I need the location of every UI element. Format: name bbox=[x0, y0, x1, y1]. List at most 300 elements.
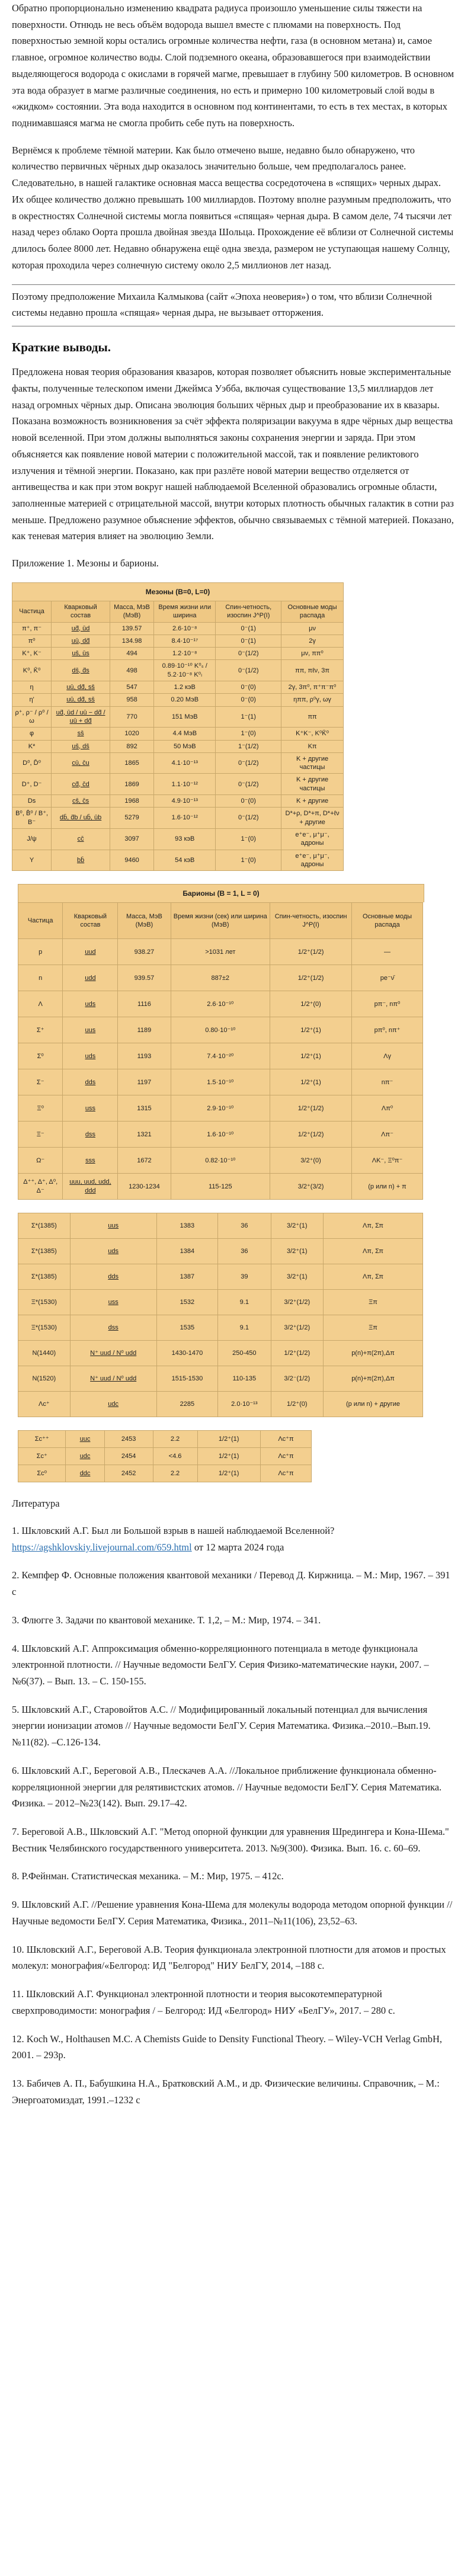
table-row bbox=[18, 1341, 423, 1366]
reference-item bbox=[12, 1868, 455, 1885]
table-cell: 0⁻(1/2) bbox=[216, 774, 281, 795]
table-row bbox=[18, 939, 423, 965]
table-cell: φ bbox=[12, 728, 52, 740]
table-cell: 0⁻(0) bbox=[216, 694, 281, 706]
table-cell: K + другие частицы bbox=[281, 752, 344, 774]
table-cell: 1⁻(0) bbox=[216, 828, 281, 850]
table-cell: udd bbox=[63, 965, 118, 991]
table-row bbox=[12, 740, 344, 752]
table-cell: 1⁻(0) bbox=[216, 850, 281, 871]
table-cell: dds bbox=[70, 1264, 156, 1290]
reference-date: от 12 марта 2024 года bbox=[191, 1541, 284, 1553]
paragraph: Предложена новая теория образования квазаров, которая позволяет объяснить новые экспериментальные факты, полученные телескопом имени Джеймса Уэбба, включая существование 13,5 миллиардов лет назад огромных чёрных дыр. Описана эволюция больших чёрных дыр и преобразование их в квазары. Показана возможность возникновения за счёт эффекта поляризации вакуума в ядре чёрных дыр вещества новой вселенной. При этом должны выполняться законы сохранения энергии и заряда. При этом объясняется как появление новой материи с положительной массой, так и появление реликтового излучения и тёмной энергии. Показано, как при разлёте новой материи вещество отделяется от антивещества и как при этом вокруг нашей наблюдаемой Вселенной образовались огромные области, заполненные материей с отрицательной массой, внутри которых плотность обычных галактик в сотни раз меньше. Предложено разумное объяснение эффектов, обычно связываемых с тёмной материей. Показано, как теневая материя влияет на эволюцию Земли. bbox=[12, 366, 454, 542]
table-cell: Λπ, Σπ bbox=[324, 1239, 423, 1264]
table-cell: bb̄ bbox=[52, 850, 110, 871]
table-cell: Ξπ bbox=[324, 1290, 423, 1315]
reference-text: 12. Koch W., Holthausen M.C. A Chemists Guide to Density Functional Theory. – Wiley-VCH Verlag GmbH, 2001. – 293p. bbox=[12, 2033, 443, 2061]
table-cell: ΛK⁻, Ξ⁰π⁻ bbox=[352, 1148, 423, 1174]
table-cell: 50 МэВ bbox=[154, 740, 216, 752]
table-cell: 3/2⁺(1/2) bbox=[271, 1290, 323, 1315]
table-row bbox=[18, 1043, 423, 1069]
table-cell: 1⁻(1/2) bbox=[216, 740, 281, 752]
table-cell: 151 МэВ bbox=[154, 706, 216, 728]
table-cell: Σ*(1385) bbox=[18, 1264, 71, 1290]
reference-text: 7. Береговой А.В., Шкловский А.Г. "Метод опорной функции для уравнения Шредингера и Кона-Шема." Вестник Челябинского государственного университета. 2013. №9(300). Физика. Вып. 16. с. 60–69. bbox=[12, 1826, 449, 1854]
table-cell: 1430-1470 bbox=[156, 1341, 217, 1366]
table-row bbox=[18, 1148, 423, 1174]
reference-item bbox=[12, 1567, 455, 1600]
table-cell: 54 кэВ bbox=[154, 850, 216, 871]
table-cell: 3/2⁺(3/2) bbox=[270, 1174, 352, 1200]
table-cell: 1321 bbox=[118, 1122, 171, 1148]
table-row bbox=[12, 728, 344, 740]
table-cell: K⁺K⁻, K⁰K̄⁰ bbox=[281, 728, 344, 740]
table-cell: 1/2⁺(0) bbox=[270, 991, 352, 1017]
table-cell: η bbox=[12, 681, 52, 694]
table-row bbox=[18, 1366, 423, 1392]
table-cell: p bbox=[18, 939, 63, 965]
table bbox=[18, 1213, 423, 1417]
table-caption: Мезоны (B=0, L=0) bbox=[12, 582, 344, 601]
table-cell: uus bbox=[70, 1213, 156, 1239]
charmed-table bbox=[12, 1430, 455, 1482]
reference-item bbox=[12, 1986, 455, 2018]
table-cell: Ω⁻ bbox=[18, 1148, 63, 1174]
reference-item bbox=[12, 1896, 455, 1929]
table-cell: 887±2 bbox=[171, 965, 270, 991]
table-cell: 0⁻(1/2) bbox=[216, 660, 281, 681]
table-cell: ddc bbox=[66, 1465, 104, 1482]
table-cell: 1387 bbox=[156, 1264, 217, 1290]
table-caption: Барионы (B = 1, L = 0) bbox=[18, 884, 424, 902]
table-cell: 0⁻(1/2) bbox=[216, 648, 281, 660]
column-header: Кварковый состав bbox=[63, 903, 118, 939]
table-row bbox=[18, 1069, 423, 1095]
column-header: Кварковый состав bbox=[52, 601, 110, 622]
table-cell: cū, c̄u bbox=[52, 752, 110, 774]
reference-text: 1. Шкловский А.Г. Был ли Большой взрыв в нашей наблюдаемой Вселенной? bbox=[12, 1524, 335, 1536]
reference-text: 5. Шкловский А.Г., Старовойтов А.С. // Модифицированный локальный потенциал для вычисления энергии ионизации атомов // Научные ведомости БелГУ. Серия Математика. Физика.–2010.–Вып.19. №11(82). –С.126-134. bbox=[12, 1703, 431, 1748]
reference-item bbox=[12, 1612, 455, 1629]
table-cell: Λπ⁻ bbox=[352, 1122, 423, 1148]
table-cell: Ξ*(1530) bbox=[18, 1315, 71, 1341]
table-cell: 1/2⁺(1/2) bbox=[270, 1122, 352, 1148]
table-cell: ds̄, d̄s bbox=[52, 660, 110, 681]
table-cell: 1.6·10⁻¹² bbox=[154, 808, 216, 829]
table-cell: 250-450 bbox=[218, 1341, 271, 1366]
quote-box bbox=[12, 284, 455, 326]
table-cell: 2452 bbox=[104, 1465, 153, 1482]
table-cell: N⁺ uud / N⁰ udd bbox=[70, 1366, 156, 1392]
appendix-label: Приложение 1. Мезоны и барионы. bbox=[12, 558, 159, 569]
table-row bbox=[12, 706, 344, 728]
table-cell: 1/2⁺(1/2) bbox=[271, 1341, 323, 1366]
table-row bbox=[12, 681, 344, 694]
table-cell: K⁺, K⁻ bbox=[12, 648, 52, 660]
table-cell: Λ bbox=[18, 991, 63, 1017]
table-cell: Υ bbox=[12, 850, 52, 871]
table-cell: e⁺e⁻, μ⁺μ⁻, адроны bbox=[281, 850, 344, 871]
table-cell: 139.57 bbox=[110, 622, 154, 635]
table-cell: 1⁻(0) bbox=[216, 728, 281, 740]
column-header: Спин-четность, изоспин J^P(I) bbox=[270, 903, 352, 939]
table-cell: udc bbox=[70, 1392, 156, 1417]
table-cell: Λγ bbox=[352, 1043, 423, 1069]
table-row bbox=[18, 1431, 312, 1448]
table-cell: uū, dd̄, ss̄ bbox=[52, 694, 110, 706]
column-header: Основные моды распада bbox=[281, 601, 344, 622]
table-row bbox=[12, 774, 344, 795]
table-cell: Λπ, Σπ bbox=[324, 1264, 423, 1290]
table-cell: π⁰ bbox=[12, 635, 52, 647]
table-cell: 39 bbox=[218, 1264, 271, 1290]
table-row bbox=[12, 648, 344, 660]
table-cell: 1/2⁺(0) bbox=[271, 1392, 323, 1417]
table-cell: K + другие bbox=[281, 795, 344, 808]
baryons-table bbox=[12, 884, 455, 1200]
table-row bbox=[18, 1017, 423, 1043]
table-cell: 36 bbox=[218, 1213, 271, 1239]
table-cell: 1189 bbox=[118, 1017, 171, 1043]
paragraph: Вернёмся к проблеме тёмной материи. Как было отмечено выше, недавно было обнаружено, что количество первичных чёрных дыр оказалось значительно больше, чем предполагалось ранее. Следовательно, в нашей галактике основная масса вещества сосредоточена в «спящих» черных дырах. Их общее количество должно превышать 100 миллиардов. Поэтому вполне разумным предположить, что в окрестностях Солнечной системы могла появиться «спящая» черная дыра. В самом деле, 74 тысячи лет назад через облако Оорта прошла двойная звезда Шольца. Прохождение её вблизи от Солнечной системы длилось более 8000 лет. Недавно обнаружена ещё одна звезда, размером не уступающая нашему Солнцу, которая проходила через солнечную систему около 2,5 миллионов лет назад. bbox=[12, 144, 454, 271]
table-row bbox=[12, 635, 344, 647]
table-cell: 1197 bbox=[118, 1069, 171, 1095]
table-cell: N⁺ uud / N⁰ udd bbox=[70, 1341, 156, 1366]
table-cell: K + другие частицы bbox=[281, 774, 344, 795]
reference-item bbox=[12, 1941, 455, 1974]
table-cell: 0⁻(1) bbox=[216, 635, 281, 647]
reference-item bbox=[12, 2075, 455, 2108]
reference-item bbox=[12, 1641, 455, 1690]
table-cell: N(1440) bbox=[18, 1341, 71, 1366]
table-cell: Σc⁺ bbox=[18, 1448, 66, 1465]
table-cell: 4.4 МэВ bbox=[154, 728, 216, 740]
table-cell: B⁰, B̄⁰ / B⁺, B⁻ bbox=[12, 808, 52, 829]
table-cell: Λc⁺π bbox=[260, 1448, 311, 1465]
column-header: Время жизни (сек) или ширина (МэВ) bbox=[171, 903, 270, 939]
table-cell: 3/2⁺(1/2) bbox=[271, 1315, 323, 1341]
table-cell: sss bbox=[63, 1148, 118, 1174]
table bbox=[18, 902, 423, 1200]
table-cell: 1/2⁺(1) bbox=[197, 1448, 260, 1465]
table-cell: uus bbox=[63, 1017, 118, 1043]
references-list bbox=[12, 1523, 455, 2108]
table-cell: η' bbox=[12, 694, 52, 706]
table-cell: (p или n) + другие bbox=[324, 1392, 423, 1417]
table-cell: 1230-1234 bbox=[118, 1174, 171, 1200]
table-cell: 1865 bbox=[110, 752, 154, 774]
reference-item bbox=[12, 1763, 455, 1812]
table-cell: 9.1 bbox=[218, 1315, 271, 1341]
table-cell: Λπ⁰ bbox=[352, 1095, 423, 1122]
table-cell: cc̄ bbox=[52, 828, 110, 850]
table-row bbox=[18, 1392, 423, 1417]
table-cell: 1.2 кэВ bbox=[154, 681, 216, 694]
table-cell: 1⁻(1) bbox=[216, 706, 281, 728]
column-header: Частица bbox=[18, 903, 63, 939]
table-cell: 93 кэВ bbox=[154, 828, 216, 850]
column-header: Основные моды распада bbox=[352, 903, 423, 939]
table-cell: ππ, πℓν, 3π bbox=[281, 660, 344, 681]
table bbox=[18, 1430, 312, 1482]
table-cell: cs̄, c̄s bbox=[52, 795, 110, 808]
column-header: Спин-четность, изоспин J^P(I) bbox=[216, 601, 281, 622]
table-cell: Σ*(1385) bbox=[18, 1213, 71, 1239]
paragraph: Поэтому предположение Михаила Калмыкова (сайт «Эпоха неоверия») о том, что вблизи Солнечной системы недавно прошла «спящая» черная дыра, не вызывает отторжения. bbox=[12, 290, 432, 319]
table-row bbox=[18, 1174, 423, 1200]
table-cell: 4.1·10⁻¹³ bbox=[154, 752, 216, 774]
table-cell: ud̄, ūd / uū − dd̄ / uū + dd̄ bbox=[52, 706, 110, 728]
table-cell: pπ⁰, nπ⁺ bbox=[352, 1017, 423, 1043]
column-header: Частица bbox=[12, 601, 52, 622]
table-cell: p(n)+π(2π),Δπ bbox=[324, 1341, 423, 1366]
table-row bbox=[12, 694, 344, 706]
table-cell: 1.5·10⁻¹⁰ bbox=[171, 1069, 270, 1095]
table-cell: 2.2 bbox=[153, 1431, 197, 1448]
table-cell: 0.82·10⁻¹⁰ bbox=[171, 1148, 270, 1174]
table-cell: 938.27 bbox=[118, 939, 171, 965]
table-cell: 0.80·10⁻¹⁰ bbox=[171, 1017, 270, 1043]
table-cell: 498 bbox=[110, 660, 154, 681]
table-row bbox=[18, 1290, 423, 1315]
table-cell: 0⁻(0) bbox=[216, 795, 281, 808]
table-cell: uds bbox=[70, 1239, 156, 1264]
table-cell: uds bbox=[63, 1043, 118, 1069]
table-cell: 0⁻(0) bbox=[216, 681, 281, 694]
table-cell: nπ⁻ bbox=[352, 1069, 423, 1095]
resonances-table bbox=[12, 1213, 455, 1417]
table-row bbox=[12, 795, 344, 808]
table-cell: 2.6·10⁻⁸ bbox=[154, 622, 216, 635]
table-cell: 1.2·10⁻⁸ bbox=[154, 648, 216, 660]
reference-item bbox=[12, 1523, 455, 1555]
table-header-row bbox=[12, 601, 344, 622]
table-cell: 0.89·10⁻¹⁰ K⁰ₛ / 5.2·10⁻⁸ K⁰ₗ bbox=[154, 660, 216, 681]
table-cell: 1532 bbox=[156, 1290, 217, 1315]
table-cell: pπ⁻, nπ⁰ bbox=[352, 991, 423, 1017]
reference-item bbox=[12, 2031, 455, 2064]
table-row bbox=[18, 965, 423, 991]
table-cell: Σc⁰ bbox=[18, 1465, 66, 1482]
reference-item bbox=[12, 1824, 455, 1856]
reference-text: 3. Флюгге З. Задачи по квантовой механике. Т. 1,2, – М.: Мир, 1974. – 341. bbox=[12, 1614, 321, 1626]
table-cell: 0.20 МэВ bbox=[154, 694, 216, 706]
mesons-table bbox=[12, 582, 344, 871]
table-cell: 1384 bbox=[156, 1239, 217, 1264]
table-row bbox=[18, 1315, 423, 1341]
reference-text: 2. Кемпфер Ф. Основные положения квантовой механики / Перевод Д. Киржница. – М.: Мир, 1967. – 391 с bbox=[12, 1569, 450, 1598]
column-header: Масса, МэВ (МэВ) bbox=[118, 903, 171, 939]
table-cell: 3/2⁺(0) bbox=[270, 1148, 352, 1174]
table-cell: 3/2⁺(1) bbox=[271, 1264, 323, 1290]
table-cell: 1/2⁺(1) bbox=[197, 1431, 260, 1448]
reference-link[interactable]: https://agshklovskiy.livejournal.com/659.html bbox=[12, 1541, 192, 1553]
table-cell: (p или n) + π bbox=[352, 1174, 423, 1200]
table-cell: cd̄, c̄d bbox=[52, 774, 110, 795]
table-cell: 1/2⁺(1) bbox=[270, 1043, 352, 1069]
table-cell: udc bbox=[66, 1448, 104, 1465]
table-cell: uss bbox=[70, 1290, 156, 1315]
table-cell: 9460 bbox=[110, 850, 154, 871]
table-row bbox=[12, 660, 344, 681]
table-cell: uud bbox=[63, 939, 118, 965]
table-cell: 7.4·10⁻²⁰ bbox=[171, 1043, 270, 1069]
table-cell: dss bbox=[63, 1122, 118, 1148]
table-cell: 115-125 bbox=[171, 1174, 270, 1200]
table-row bbox=[12, 808, 344, 829]
table-cell: dss bbox=[70, 1315, 156, 1341]
table-cell: 36 bbox=[218, 1239, 271, 1264]
reference-text: 8. Р.Фейнман. Статистическая механика. – М.: Мир, 1975. – 412с. bbox=[12, 1870, 284, 1882]
table-row bbox=[18, 991, 423, 1017]
table-cell: K* bbox=[12, 740, 52, 752]
table-cell: uuu, uud, udd, ddd bbox=[63, 1174, 118, 1200]
table-cell: n bbox=[18, 965, 63, 991]
table-cell: uū, dd̄, ss̄ bbox=[52, 681, 110, 694]
table-cell: 5279 bbox=[110, 808, 154, 829]
table-cell: ρ⁺, ρ⁻ / ρ⁰ / ω bbox=[12, 706, 52, 728]
table-cell: Σ⁺ bbox=[18, 1017, 63, 1043]
table-cell: 958 bbox=[110, 694, 154, 706]
table-cell: >1031 лет bbox=[171, 939, 270, 965]
table-cell: 1383 bbox=[156, 1213, 217, 1239]
table-cell: 939.57 bbox=[118, 965, 171, 991]
table-cell: 134.98 bbox=[110, 635, 154, 647]
table-cell: Λc⁺ bbox=[18, 1392, 71, 1417]
table-cell: uuc bbox=[66, 1431, 104, 1448]
table-cell: 1968 bbox=[110, 795, 154, 808]
table-cell: Σ⁰ bbox=[18, 1043, 63, 1069]
table-cell: us̄, ds̄ bbox=[52, 740, 110, 752]
table-cell: 1869 bbox=[110, 774, 154, 795]
table-cell: 2.2 bbox=[153, 1465, 197, 1482]
table-cell: K⁰, K̄⁰ bbox=[12, 660, 52, 681]
table-cell: 494 bbox=[110, 648, 154, 660]
table-cell: D*+ρ, D*+π, D*+ℓν + другие bbox=[281, 808, 344, 829]
table-cell: 2454 bbox=[104, 1448, 153, 1465]
table-cell: 3/2⁻(1/2) bbox=[271, 1366, 323, 1392]
table-cell: 2285 bbox=[156, 1392, 217, 1417]
table-cell: ud̄, ūd bbox=[52, 622, 110, 635]
table-row bbox=[18, 1095, 423, 1122]
table-row bbox=[18, 1448, 312, 1465]
table-cell: 1/2⁺(1) bbox=[270, 1017, 352, 1043]
reference-text: 9. Шкловский А.Г. //Решение уравнения Кона-Шема для молекулы водорода методом опорной функции // Научные ведомости БелГУ. Серия Математика, Физика., 2011–№11(106), 23,52–63. bbox=[12, 1899, 453, 1927]
table-cell: Λc⁺π bbox=[260, 1465, 311, 1482]
table-row bbox=[18, 1213, 423, 1239]
reference-text: 10. Шкловский А.Г., Береговой А.В. Теория функционала электронной плотности для атомов и простых молекул: монография/«Белгород: ИД "Белгород" НИУ БелГУ, 2014, –188 с. bbox=[12, 1943, 446, 1972]
table-cell: ss̄ bbox=[52, 728, 110, 740]
reference-text: 4. Шкловский А.Г. Аппроксимация обменно-корреляционного потенциала в методе функционала электронной плотности. // Научные ведомости БелГУ. Серия Физико-математические науки, 2007. – №6(37). – Вып. 13. – С. 150-155. bbox=[12, 1642, 429, 1687]
table-row bbox=[12, 752, 344, 774]
table-cell: 547 bbox=[110, 681, 154, 694]
table-cell: 4.9·10⁻¹³ bbox=[154, 795, 216, 808]
table-cell: Ξπ bbox=[324, 1315, 423, 1341]
table-cell: Δ⁺⁺, Δ⁺, Δ⁰, Δ⁻ bbox=[18, 1174, 63, 1200]
table-cell: uss bbox=[63, 1095, 118, 1122]
table-cell: 1.6·10⁻¹⁰ bbox=[171, 1122, 270, 1148]
table-cell: μν bbox=[281, 622, 344, 635]
table-cell: 1/2⁺(1) bbox=[197, 1465, 260, 1482]
table bbox=[12, 601, 344, 871]
table-cell: 3/2⁺(1) bbox=[271, 1239, 323, 1264]
paragraph: Обратно пропорционально изменению квадрата радиуса произошло уменьшение силы тяжести на поверхности. Отнюдь не весь объём водорода вышел вместе с плюмами на поверхность. Под поверхностью земной коры остались огромные количества нефти, газа (в основном метана) и, самое главное, огромное количество воды. Слой подземного океана, образовавшегося при взаимодействии выделяющегося водорода с окислами в горячей магме, превышает в глубину 500 километров. В основном эта вода образует в магме различные соединения, но есть и примерно 100 километровый слой воды в «жидком» состоянии. Эта вода находится в основном под континентами, то есть в тех местах, в которых поднимавшаяся магма не смогла пробить себе путь на поверхность. bbox=[12, 2, 454, 129]
table-cell: 1672 bbox=[118, 1148, 171, 1174]
column-header: Масса, МэВ (МэВ) bbox=[110, 601, 154, 622]
table-cell: 1535 bbox=[156, 1315, 217, 1341]
table-cell: μν, ππ⁰ bbox=[281, 648, 344, 660]
table-row bbox=[12, 850, 344, 871]
table-cell: 2γ bbox=[281, 635, 344, 647]
table-cell: 3/2⁺(1) bbox=[271, 1213, 323, 1239]
table-cell: pe⁻ν̄ bbox=[352, 965, 423, 991]
table-cell: Ds bbox=[12, 795, 52, 808]
table-cell: Σc⁺⁺ bbox=[18, 1431, 66, 1448]
table-cell: D⁺, D⁻ bbox=[12, 774, 52, 795]
table-cell: 9.1 bbox=[218, 1290, 271, 1315]
table-cell: 1315 bbox=[118, 1095, 171, 1122]
table-row bbox=[12, 828, 344, 850]
table-cell: 892 bbox=[110, 740, 154, 752]
table-cell: db̄, d̄b / ub̄, ūb bbox=[52, 808, 110, 829]
table-cell: 1/2⁺(1/2) bbox=[270, 1095, 352, 1122]
table-cell: 1020 bbox=[110, 728, 154, 740]
table-cell: 2.6·10⁻¹⁰ bbox=[171, 991, 270, 1017]
table-cell: 1193 bbox=[118, 1043, 171, 1069]
table-cell: us̄, ūs bbox=[52, 648, 110, 660]
table-cell: 1/2⁺(1) bbox=[270, 1069, 352, 1095]
table-cell: D⁰, D̄⁰ bbox=[12, 752, 52, 774]
table-cell: 770 bbox=[110, 706, 154, 728]
table-cell: dds bbox=[63, 1069, 118, 1095]
table-cell: 2453 bbox=[104, 1431, 153, 1448]
table-cell: ηππ, ρ⁰γ, ωγ bbox=[281, 694, 344, 706]
table-cell: 2.0·10⁻¹³ bbox=[218, 1392, 271, 1417]
conclusions-heading: Краткие выводы. bbox=[12, 339, 111, 354]
table-cell: uds bbox=[63, 991, 118, 1017]
table-cell: 110-135 bbox=[218, 1366, 271, 1392]
table-row bbox=[12, 622, 344, 635]
table-cell: p(n)+π(2π),Δπ bbox=[324, 1366, 423, 1392]
table-cell: 2.9·10⁻¹⁰ bbox=[171, 1095, 270, 1122]
table-cell: Λπ, Σπ bbox=[324, 1213, 423, 1239]
table-cell: uū, dd̄ bbox=[52, 635, 110, 647]
table-cell: 1.1·10⁻¹² bbox=[154, 774, 216, 795]
table-cell: 1515-1530 bbox=[156, 1366, 217, 1392]
table-cell: 0⁻(1/2) bbox=[216, 808, 281, 829]
table-cell: π⁺, π⁻ bbox=[12, 622, 52, 635]
table-cell: e⁺e⁻, μ⁺μ⁻, адроны bbox=[281, 828, 344, 850]
table-cell: 0⁻(1) bbox=[216, 622, 281, 635]
table-cell: 1116 bbox=[118, 991, 171, 1017]
table-cell: 0⁻(1/2) bbox=[216, 752, 281, 774]
table-row bbox=[18, 1264, 423, 1290]
table-cell: ππ bbox=[281, 706, 344, 728]
table-cell: N(1520) bbox=[18, 1366, 71, 1392]
reference-text: 11. Шкловский А.Г. Функционал электронной плотности и теория высокотемпературной сверхпроводимости: монография / – Белгород: ИД «Белгород» НИУ «БелГУ», 2017. – 280 с. bbox=[12, 1988, 395, 2016]
column-header: Время жизни или ширина bbox=[154, 601, 216, 622]
table-cell: 8.4·10⁻¹⁷ bbox=[154, 635, 216, 647]
table-row bbox=[18, 1122, 423, 1148]
table-cell: 1/2⁺(1/2) bbox=[270, 965, 352, 991]
table-header-row bbox=[18, 903, 423, 939]
table-cell: Σ*(1385) bbox=[18, 1239, 71, 1264]
references-heading: Литература bbox=[12, 1498, 60, 1510]
table-cell: Ξ⁰ bbox=[18, 1095, 63, 1122]
table-cell: Ξ*(1530) bbox=[18, 1290, 71, 1315]
table-cell: Ξ⁻ bbox=[18, 1122, 63, 1148]
table-cell: 2γ, 3π⁰, π⁺π⁻π⁰ bbox=[281, 681, 344, 694]
